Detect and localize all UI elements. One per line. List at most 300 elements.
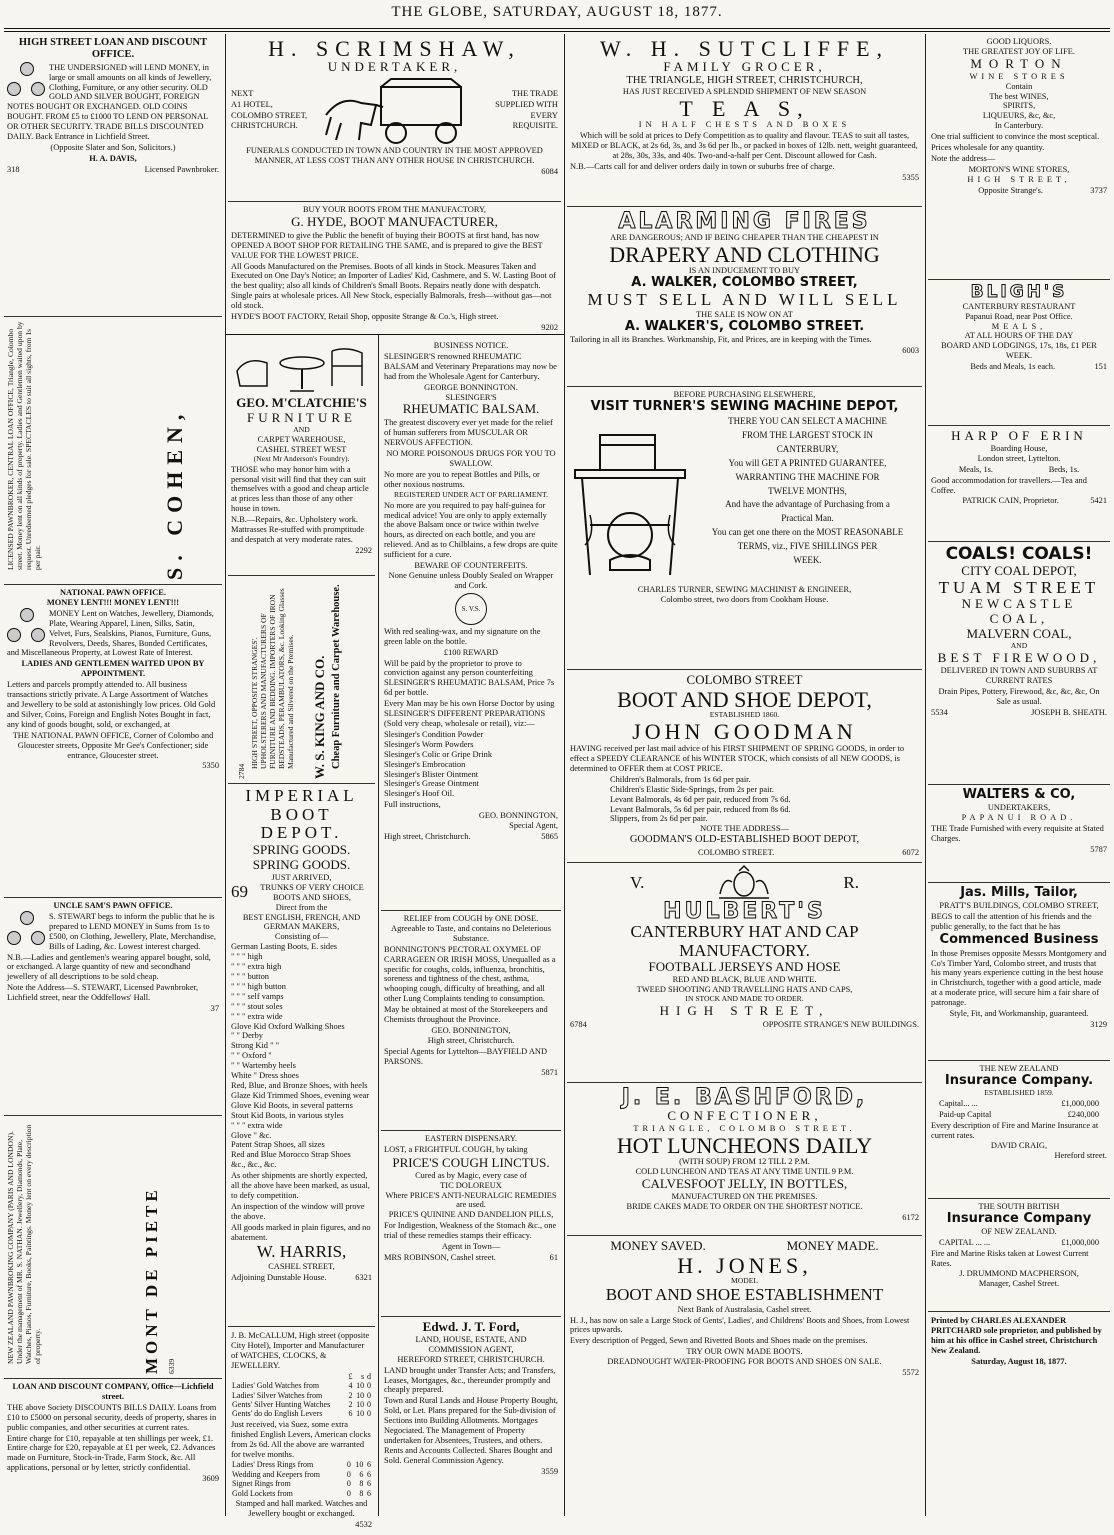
column-rule (225, 34, 226, 1516)
ad-rule (226, 334, 564, 335)
ad-before: BEFORE PURCHASING ELSEWHERE, (673, 390, 816, 399)
ad-scrimshaw (228, 34, 561, 202)
ad-body: DETERMINED to give the Public the benefit of buying their BOOTS at first hand, has now OPENED A BOOT SHOP FOR RETAILING THE SAME, and is prepared to give the BEST VALUE FOR THE LOWEST PRICE. (231, 230, 543, 260)
ad-body-2: Town and Rural Lands and House Property Bought, Sold, or Let. Plans prepared for the Sub-division of Sections into Building Allotments. Mortgages Negociated. The Management of Property undertaken for Absentees, Trustees, and others. Rents and Accounts Collected. Shares Bought and Sold. General Commission Agency. (384, 1396, 558, 1465)
ad-capital-label: CAPITAL ... ... (939, 1237, 991, 1247)
ad-name: CHARLES TURNER, SEWING MACHINIST & ENGINEER, (637, 584, 852, 594)
table-header-cell (231, 1372, 347, 1381)
list-item: " " " extra wide (231, 1120, 283, 1130)
ad-body: FUNERALS CONDUCTED IN TOWN AND COUNTRY IN THE MOST APPROVED MANNER, AT LESS COST THAN ANY OTHER HOUSE IN CHRISTCHURCH. (246, 146, 543, 165)
list-item: " " Derby (231, 1031, 263, 1041)
ad-title: Cheap Furniture and Carpet Warehouse. (331, 584, 343, 769)
ad-jones (567, 1236, 922, 1383)
ad-head: THE NEW ZEALAND (979, 1064, 1059, 1073)
ad-lines (696, 415, 919, 585)
list-item: TWELVE MONTHS, (768, 485, 847, 496)
ad-davis-loan (4, 34, 222, 317)
ad-body-2: May be obtained at most of the Storekeepers and Chemists throughout the Province. (384, 1005, 548, 1025)
ad-firewood: BEST FIREWOOD, (937, 650, 1101, 666)
ad-title: RHEUMATIC BALSAM. (402, 401, 540, 417)
ad-direct: Direct from the (275, 902, 328, 912)
ad-body: HIGH STREET, OPPOSITE STRANGES'. UPHOLSTERERS AND MANUFACTURERS OF FURNITURE AND BEDDING. IMPORTERS OF IRON BEDSTEADS, PERAMBULATORS, &c. Looking Glasses Manufactured and Silvered on the Premises. (249, 588, 295, 769)
ad-agent: Agent in Town— (441, 1242, 501, 1252)
pawnbroker-balls-icon (7, 62, 45, 100)
ad-body: THE above Society DISCOUNTS BILLS DAILY. Loans from £10 to £5000 on personal security, deeds of property, shares in public companies, and other securities at current rates. (7, 1402, 217, 1432)
ad-name: DAVID CRAIG, (990, 1141, 1048, 1151)
ad-number: 5865 (541, 831, 558, 841)
ad-nb: N.B.—Repairs, &c. Upholstery work. Mattrasses Re-stuffed with promptitude and despatch at very moderate rates. (231, 515, 365, 544)
ad-plain: All goods marked in plain figures, and no abatement. (231, 1222, 371, 1242)
ad-morton (928, 34, 1110, 280)
ad-mclatchie (228, 338, 375, 576)
ad-number: 6321 (355, 1273, 372, 1283)
ad-address-2: COLOMBO STREET. (698, 847, 775, 857)
ad-ladies: LADIES AND GENTLEMEN WAITED UPON BY APPOINTMENT. (21, 659, 205, 679)
ad-body: THE Trade Furnished with every requisite at Stated Charges. (931, 823, 1104, 843)
list-item: " " " extra wide (231, 1011, 283, 1021)
column-2 (228, 338, 375, 1529)
ad-quinine: PRICE'S QUININE AND DANDELION PILLS, (388, 1210, 554, 1220)
ad-address: Note the Address—S. STEWART, Licensed Pawnbroker, Lichfield street, near the Oddfellows' Hall. (7, 983, 199, 1003)
ad-address: Papanui Road, near Post Office. (965, 311, 1073, 321)
ad-title: ALARMING FIRES (618, 209, 871, 234)
table-cell: 10 (355, 1460, 364, 1470)
ad-title: J. E. BASHFORD, (621, 1085, 868, 1110)
table-row (231, 1391, 372, 1400)
ad-body: LICENSED PAWNBROKER, CENTRAL LOAN OFFICE, Triangle, Colombo street. Money lent on all kinds of property. Ladies and Gentlemen waited upon by request. Unredeemed pledges for sale. SPECTACLES to suit all sights, from 1s per pair. (6, 321, 42, 570)
ad-number: 5355 (902, 172, 919, 182)
ad-address: PAPANUI ROAD. (961, 812, 1077, 822)
ad-subtitle-2: MANUFACTORY. (679, 940, 810, 960)
ad-consist: Consisting of— (274, 932, 329, 942)
list-item: " " " self vamps (231, 991, 284, 1001)
ad-foot: Stamped and hall marked. Watches and Jewellery bought or exchanged. (235, 1499, 368, 1519)
ad-paid-label: Paid-up Capital (939, 1109, 992, 1119)
ad-body: BONNINGTON'S PECTORAL OXYMEL OF CARRAGEEN OR IRISH MOSS, Unequalled as a specific for coughs, colds, influenza, bronchitis, soreness and tightness of the chest, asthma, whooping cough, difficulty of breathing, and all other Lung Complaints tending to consumption. (384, 944, 556, 1004)
ad-subtitle: UNDERTAKERS, (987, 802, 1051, 812)
list-item: Levant Balmorals, 4s 6d per pair, reduced from 7s 6d. (610, 794, 791, 804)
ad-sutcliffe (567, 34, 922, 207)
imprint-text: Printed by CHARLES ALEXANDER PRITCHARD sole proprietor, and published by him at his office in Cashel street, Christchurch New Zealand. (931, 1316, 1102, 1355)
ad-where: Where PRICE'S ANTI-NEURALGIC REMEDIES are used. (385, 1190, 557, 1210)
ad-title: S. COHEN, (162, 407, 187, 580)
ad-capital: £1,000,000 (1061, 1237, 1099, 1247)
ad-subtitle: UNDERTAKER, (327, 59, 462, 75)
ad-title: NATIONAL PAWN OFFICE. (59, 588, 166, 597)
ad-wholesale: Prices wholesale for any quantity. (931, 143, 1045, 153)
ad-address: TRIANGLE, COLOMBO STREET. (633, 1124, 856, 1134)
ad-number: 5350 (202, 761, 219, 771)
ad-body: NEW ZEALAND PAWNBROKING COMPANY (PARIS AND LONDON). Under the management of MR. S. NATHAN. Jewellery, Diamonds, Plate, Watches, Pianos, Furniture, Books, Paintings. Money lent on every description of property. (6, 1124, 42, 1364)
ad-meals: MEALS, (991, 321, 1047, 331)
ad-body-3: No more are you to repeat Bottles and Pills, or other noxious nostrums. (384, 469, 540, 489)
ad-bligh (928, 280, 1110, 426)
ad-body-2: All Goods Manufactured on the Premises. Boots of all kinds in Stock. Measures Taken and Executed on One Day's Notice; an Importer of Ladies' Kid, Cashmere, and S. W. Lasting Boot of the best quality; also all kinds of Children's Small Boots. Repairs neatly done with despatch. Single pairs at wholesale prices. All New Stock, especially Balmorals, fresh—without gas—not old stock. (231, 261, 556, 311)
table-cell: 8 (359, 1479, 364, 1489)
ad-number: 3559 (541, 1466, 558, 1476)
ad-head: GOOD LIQUORS. (986, 37, 1052, 46)
ad-agent: GEORGE BONNINGTON. (424, 382, 518, 392)
list-item: Patent Strap Shoes, all sizes (231, 1140, 325, 1150)
list-item: Children's Balmorals, from 1s 6d per pair. (610, 774, 751, 784)
ad-body: J. B. McCALLUM, High street (opposite City Hotel), Importer and Manufacturer of WATCHES, CLOCKS, & JEWELLERY. (231, 1331, 370, 1370)
list-item: SPIRITS, (1002, 101, 1036, 111)
table-cell: 0 (346, 1488, 351, 1498)
table-cell: 10 (356, 1399, 365, 1409)
ad-body: For Indigestion, Weakness of the Stomach &c., one trial of these remedies stamps their efficacy. (384, 1221, 557, 1241)
table-row (231, 1479, 372, 1488)
ad-address: THE NATIONAL PAWN OFFICE, Corner of Colombo and Gloucester streets, Opposite Mr Gee's Confectioner; side entrance, Gloucester street. (12, 730, 214, 760)
sewing-machine-illustration-icon (570, 415, 690, 585)
ad-right-text (495, 88, 558, 133)
table-cell: Wedding and Keepers from (232, 1469, 320, 1479)
ad-number: 2292 (355, 545, 372, 555)
ad-walker-name-2: A. WALKER'S, COLOMBO STREET. (624, 318, 865, 334)
ad-football: FOOTBALL JERSEYS AND HOSE (648, 959, 841, 975)
ad-must: MUST SELL AND WILL SELL (587, 289, 902, 309)
ad-head: BUSINESS NOTICE. (433, 341, 509, 350)
list-item: Red, Blue, and Bronze Shoes, with heels (231, 1080, 368, 1090)
table-cell: 0 (346, 1469, 351, 1479)
ad-nz-insurance (928, 1061, 1110, 1199)
ad-subtitle: MONEY LENT!!! MONEY LENT!!! (46, 597, 180, 607)
ad-subtitle: FURNITURE (247, 409, 356, 425)
ad-body-2: Letters and parcels promptly attended to. All business transactions strictly private. A Large Assortment of Watches and Jewellery to be sold at astonishingly low prices. Old Gold and Silver, Coins, Foreign and English Notes Bought in fact, any kind of goods bought, sold, or exchanged, at (7, 680, 216, 729)
ad-body-5: Will be paid by the proprietor to prove to conviction against any person counterfeiting SLESINGER'S RHEUMATIC BALSAM, Price 7s 6d per bottle. (384, 658, 555, 698)
ad-number: 6784 (570, 1020, 587, 1030)
column-rule (925, 34, 926, 1516)
ad-title: Insurance Company (946, 1210, 1092, 1226)
table-row (231, 1400, 372, 1409)
ad-title: Insurance Company. (944, 1072, 1094, 1088)
ad-title: EASTERN DISPENSARY. (425, 1134, 517, 1143)
text-line: A1 HOTEL, (231, 99, 273, 109)
ad-arrived: JUST ARRIVED, (271, 872, 332, 882)
masthead-rule (4, 28, 1110, 29)
ad-established: ESTABLISHED 1859. (984, 1087, 1054, 1097)
ad-address: MORTON'S WINE STORES, (968, 164, 1070, 174)
ad-title: HIGH STREET LOAN AND DISCOUNT OFFICE. (18, 37, 208, 61)
ad-title: Edwd. J. T. Ford, (422, 1319, 520, 1334)
ad-title: G. HYDE, BOOT MANUFACTURER, (291, 213, 498, 229)
ad-signature: GEO. BONNINGTON, (478, 811, 558, 821)
ad-name: GEO. BONNINGTON, (431, 1025, 511, 1035)
ad-number: 5572 (902, 1368, 919, 1378)
list-item: Levant Balmorals, 5s 6d per pair, reduced from 8s 6d. (610, 804, 791, 814)
column-rule (564, 34, 565, 1516)
ad-high: HIGH STREET, (967, 174, 1071, 184)
ad-trial: One trial sufficient to convince the most sceptical. (931, 132, 1100, 142)
ad-address: GOODMAN'S OLD-ESTABLISHED BOOT DEPOT, (629, 834, 860, 846)
ad-body-2: Every description of Pegged, Sewn and Rivetted Boots and Shoes made on the premises. (570, 1336, 868, 1346)
ad-r: R. (843, 872, 859, 892)
list-item: Glove Kid Boots, in several patterns (231, 1100, 353, 1110)
boot-list (231, 942, 372, 1170)
ad-walker (567, 207, 922, 387)
ad-number: 2784 (236, 763, 246, 779)
text-line: COLOMBO STREET, (231, 110, 308, 120)
ad-role: Licensed Pawnbroker. (144, 164, 219, 174)
ad-hours: AT ALL HOURS OF THE DAY (964, 331, 1074, 341)
ad-harp-of-erin (928, 426, 1110, 542)
ad-imperial-boot (228, 784, 375, 1327)
ad-number: 6084 (541, 166, 558, 176)
ad-body: THE UNDERSIGNED will LEND MONEY, in large or small amounts on all kinds of Jewellery, Clothing, Furniture, or any other security. OLD GOLD AND SILVER BOUGHT, FOREIGN NOTES BOUGHT OR EXCHANGED. OLD COINS BOUGHT. FROM £5 to £1000 TO LEND ON PERSONAL OR OTHER SECURITY. TRADE BILLS DISCOUNTED DAILY. Back Entrance in Lichfield Street. (7, 62, 212, 142)
text-line: CHRISTCHURCH. (231, 121, 298, 131)
ad-soup: (WITH SOUP) FROM 12 TILL 2 P.M. (679, 1157, 810, 1167)
list-item: Slesinger's Embrocation (384, 759, 466, 769)
ad-spring-2: SPRING GOODS. (252, 857, 351, 872)
price-table-2 (231, 1460, 372, 1498)
ad-trunks: TRUNKS OF VERY CHOICE BOOTS AND SHOES, (260, 882, 364, 902)
ad-opposite: OPPOSITE STRANGE'S NEW BUILDINGS. (762, 1020, 919, 1030)
table-cell: 6 (367, 1469, 371, 1479)
ad-number: 5871 (541, 1067, 558, 1077)
ad-dread: DREADNOUGHT WATER-PROOFING FOR BOOTS AND SHOES ON SALE. (607, 1357, 882, 1367)
ad-and: AND (1010, 641, 1028, 651)
ad-horse: Every Man may be his own Horse Doctor by using SLESINGER'S DIFFERENT PREPARATIONS (Sold very cheap, wholesale or retail), viz:— (384, 699, 555, 728)
ad-full: Full instructions, (384, 800, 441, 810)
ad-subtitle: FAMILY GROCER, (663, 59, 826, 75)
ad-address: High street, Christchurch. (427, 1035, 515, 1045)
ad-mrs: MRS ROBINSON, Cashel street. (384, 1253, 496, 1262)
seal-icon: S. V.S. (455, 593, 487, 625)
ad-address: THE TRIANGLE, HIGH STREET, CHRISTCHURCH, (626, 75, 863, 87)
list-item: Children's Elastic Side-Springs, from 2s per pair. (610, 784, 774, 794)
table-cell: 10 (356, 1409, 365, 1419)
ad-title: HARP OF ERIN (951, 428, 1087, 443)
ad-big: PRICE'S COUGH LINCTUS. (392, 1154, 550, 1170)
ad-manufactured: MANUFACTURED ON THE PREMISES. (671, 1191, 818, 1201)
ad-number: 9202 (541, 323, 558, 332)
ad-body-2: Just received, via Suez, some extra finished English Levers, American clocks from 2s 6d. All the above are warranted for twelve months. (231, 1419, 371, 1459)
table-row (231, 1381, 372, 1390)
list-item: Glove Kid Oxford Walking Shoes (231, 1021, 345, 1031)
ad-title: H. SCRIMSHAW, (268, 36, 521, 61)
ad-number: 5787 (1090, 844, 1107, 854)
ad-number: 6172 (902, 1212, 919, 1222)
ad-teas: T E A S, (679, 96, 810, 122)
list-item: In Canterbury. (994, 121, 1044, 131)
imprint-date: Saturday, August 18, 1877. (971, 1356, 1067, 1366)
ad-number: 6339 (166, 1358, 176, 1374)
ad-meals: Meals, 1s. (958, 464, 994, 474)
ad-title: MORTON (970, 55, 1068, 71)
ad-made: MONEY MADE. (786, 1238, 879, 1253)
column-5 (928, 34, 1110, 1518)
ad-head: BUY YOUR BOOTS FROM THE MANUFACTORY, (302, 205, 487, 214)
ad-bashford (567, 1083, 922, 1236)
list-item: TERMS, viz., FIVE SHILLINGS PER (737, 541, 878, 552)
ad-title: COALS! COALS! (945, 544, 1093, 564)
list-item: Slesinger's Blister Ointment (384, 769, 479, 779)
ad-number: 151 (1094, 362, 1107, 372)
table-cell: Gents' do do English Levers (232, 1409, 323, 1419)
ad-title: IMPERIAL (245, 786, 358, 805)
ad-body-2: In those Premises opposite Messrs Montgomery and Co's Timber Yard, Colombo street, and trusts that his many years experience cutting in the best house in Christchurch, together with a good article, made at a moderate price, will secure him a fair share of patronage. (931, 948, 1107, 1008)
table-cell: 6 (348, 1409, 353, 1419)
ad-tic: TIC DOLOREUX (440, 1180, 502, 1190)
list-item: And have the advantage of Purchasing from a (725, 499, 890, 510)
masthead: THE GLOBE, SATURDAY, AUGUST 18, 1877. (391, 4, 723, 20)
ad-name: W. S. KING AND CO. (311, 655, 327, 779)
ad-reward: £100 REWARD (443, 647, 499, 657)
ad-name: H. A. DAVIS, (89, 153, 137, 163)
ad-69: 69 (231, 882, 248, 902)
text-line: EVERY (530, 110, 558, 120)
list-item: Stout Kid Boots, in various styles (231, 1110, 344, 1120)
ad-colors: RED AND BLACK, BLUE AND WHITE. (672, 975, 817, 985)
list-item: You will GET A PRINTED GUARANTEE, (728, 457, 887, 468)
ad-beds: Beds and Meals, 1s each. (970, 362, 1056, 372)
table-cell: 0 (346, 1479, 351, 1489)
ad-uncle-sam (4, 898, 222, 1116)
table-cell: 6 (367, 1460, 371, 1470)
ad-sale: THE SALE IS NOW ON AT (696, 309, 793, 319)
ad-number: 6072 (902, 847, 919, 857)
list-item: " " " stout soles (231, 1001, 283, 1011)
ad-model: MODEL (731, 1276, 758, 1286)
list-item: FROM THE LARGEST STOCK IN (741, 429, 874, 440)
ad-mont-de-piete (4, 1116, 222, 1379)
ad-body: THOSE who may honor him with a personal visit will find that they can suit themselves with a good and cheap article at prices less than those of any other house in town. (231, 464, 369, 514)
list-item: Slesinger's Condition Powder (384, 729, 484, 739)
table-cell: Gold Lockets from (232, 1488, 293, 1498)
column-1 (4, 34, 222, 1518)
ad-address: Hereford street. (1054, 1151, 1107, 1161)
ad-address: London street, Lyttelton. (977, 453, 1061, 463)
ad-number: 5534 (931, 707, 948, 717)
table-header-cell: £ (348, 1371, 353, 1381)
ad-title: LOAN AND DISCOUNT COMPANY, Office—Lichfield street. (12, 1382, 214, 1401)
ad-hyde (228, 202, 561, 338)
list-item: Slesinger's Grease Ointment (384, 779, 480, 789)
ad-subtitle: THE GREATEST JOY OF LIFE. (963, 46, 1075, 56)
masthead-rule-2 (4, 31, 1110, 32)
table-cell: 6 (367, 1479, 371, 1489)
ad-number: 61 (549, 1253, 558, 1262)
ad-address: HYDE'S BOOT FACTORY, Retail Shop, opposite Strange & Co.'s, High street. (231, 312, 499, 322)
ad-next: Next Bank of Australasia, Cashel street. (677, 1304, 812, 1314)
column-4 (567, 34, 922, 1518)
ad-national-pawn (4, 585, 222, 898)
list-item: Strong Kid " " (231, 1041, 280, 1051)
ad-body: Which will be sold at prices to Defy Competition as to quality and flavour. TEAS to suit all tastes, MIXED or BLACK, at 2s 6d, 3s, and 3s 6d per lb., or packed in boxes of 12lb. nett, weight guaranteed, at 28s, 30s, 33s, and 40s. Two-and-a-half per Cent. Discount allowed for Cash. (571, 131, 918, 161)
ad-number: 4532 (355, 1520, 372, 1529)
hearse-illustration-icon (321, 75, 481, 145)
table-cell: 0 (367, 1381, 371, 1391)
ad-body: MONEY Lent on Watches, Jewellery, Diamonds, Plate, Wearing Apparel, Linen, Silks, Satin, Velvet, Furs, Sealskins, Pianos, Furniture, Guns, Revolvers, Deeds, Shares, Bonded Certificates, and Miscellaneous Property, at Lowest Rate of Interest. (7, 608, 214, 658)
ad-left-text (231, 88, 307, 133)
ad-half: IN HALF CHESTS AND BOXES (638, 120, 851, 130)
ad-name: H. JONES, (677, 1252, 812, 1278)
list-item: LIQUEURS, &c, &c, (982, 111, 1056, 121)
table-cell: 10 (356, 1381, 365, 1391)
ad-stock: IN STOCK AND MADE TO ORDER. (685, 994, 804, 1004)
table-cell: 10 (356, 1390, 365, 1400)
pawnbroker-balls-icon (7, 911, 45, 949)
ad-address: CASHEL STREET WEST (256, 444, 347, 454)
imprint (928, 1312, 1110, 1372)
wine-list (931, 92, 1107, 132)
ad-wax: With red sealing-wax, and my signature on the green lable on the bottle. (384, 626, 541, 646)
ad-other: As other shipments are shortly expected, all the above have been marked, as usual, to defy competition. (231, 1171, 370, 1200)
ad-title: UNCLE SAM'S PAWN OFFICE. (53, 901, 173, 910)
ad-try: TRY OUR OWN MADE BOOTS. (686, 1347, 803, 1357)
ad-board: BOARD AND LODGINGS, 17s, 18s, £1 PER WEEK. (941, 341, 1097, 361)
ad-near: (Next Mr Anderson's Foundry). (253, 453, 350, 463)
ad-body: Every description of Fire and Marine Insurance at current rates. (931, 1120, 1099, 1140)
table-cell: 6 (359, 1469, 364, 1479)
ad-title: COLOMBO STREET (686, 672, 803, 687)
ad-body: SLESINGER'S renowned RHEUMATIC BALSAM and Veterinary Preparations may now be had from the Wholesale Agent for Canterbury. (384, 351, 557, 381)
ad-high: HIGH STREET, (659, 1003, 830, 1019)
list-item: " " " high (231, 952, 263, 962)
ad-capital: £1,000,000 (1061, 1098, 1099, 1108)
text-line: NEXT (231, 88, 254, 98)
ad-name: JOHN GOODMAN (632, 718, 857, 744)
ad-coal (928, 542, 1110, 785)
ad-title: Jas. Mills, Tailor, (960, 885, 1078, 900)
table-cell: 0 (367, 1390, 371, 1400)
table-cell: 2 (348, 1399, 353, 1409)
price-list (570, 775, 919, 825)
table-row (231, 1470, 372, 1479)
table-cell: Ladies' Gold Watches from (232, 1381, 320, 1391)
ad-tweed: TWEED SHOOTING AND TRAVELLING HATS AND CAPS, (636, 985, 853, 995)
ad-turner (567, 387, 922, 670)
table-header-cell: d (367, 1371, 371, 1381)
ad-lost: LOST, a FRIGHTFUL COUGH, by taking (384, 1144, 528, 1154)
list-item: WARRANTING THE MACHINE FOR (735, 471, 880, 482)
ad-bonnington-cough (381, 911, 561, 1131)
ad-subtitle: CANTERBURY HAT AND CAP (630, 922, 859, 942)
ad-south-british (928, 1199, 1110, 1312)
text-line: THE TRADE (511, 88, 558, 98)
ad-note: Note the address— (931, 154, 996, 163)
ad-number: 3129 (1090, 1019, 1107, 1029)
list-item: " " Wartemby heels (231, 1061, 296, 1071)
ad-title: WALTERS & CO, (962, 787, 1076, 802)
list-item: Slippers, from 2s 6d per pair. (610, 814, 708, 824)
ad-beware: BEWARE OF COUNTERFEITS. (414, 561, 528, 571)
list-item: " " " button (231, 972, 269, 981)
ad-hot: HOT LUNCHEONS DAILY (616, 1132, 873, 1158)
ad-title: W. H. SUTCLIFFE, (599, 36, 890, 61)
ad-address: High street, Christchurch. (384, 831, 471, 841)
ad-loan-discount (4, 1379, 222, 1489)
ad-subtitle-2: COMMISSION AGENT, (428, 1344, 514, 1354)
table-cell: 8 (359, 1488, 364, 1498)
list-item: Practical Man. (781, 513, 834, 524)
ad-subtitle-2: CARPET WAREHOUSE, (257, 434, 346, 444)
ad-nb: N.B.—Carts call for and deliver orders daily in town or suburbs free of charge. (570, 162, 835, 172)
ad-address: HEREFORD STREET, CHRISTCHURCH. (397, 1354, 545, 1364)
ad-title: BOOT AND SHOE ESTABLISHMENT (605, 1284, 884, 1304)
ad-subtitle: Agreeable to Taste, and contains no Deleterious Substance. (391, 923, 551, 943)
list-item: German Lasting Boots, E. sides (231, 942, 338, 952)
ad-title: MONT DE PIETE (142, 1186, 161, 1374)
ad-registered: REGISTERED UNDER ACT OF PARLIAMENT. (393, 489, 549, 499)
ad-address: Colombo street, two doors from Cookham House. (660, 594, 829, 604)
list-item: CANTERBURY, (776, 443, 839, 454)
ad-role: Manager, Cashel Street. (978, 1279, 1060, 1289)
ad-number: 3737 (1090, 185, 1107, 195)
ad-saved: MONEY SAVED. (610, 1238, 706, 1253)
ad-established: ESTABLISHED 1860. (709, 710, 780, 720)
text-line: REQUISITE. (512, 121, 558, 131)
ad-opposite: Opposite Strange's. (978, 185, 1044, 195)
